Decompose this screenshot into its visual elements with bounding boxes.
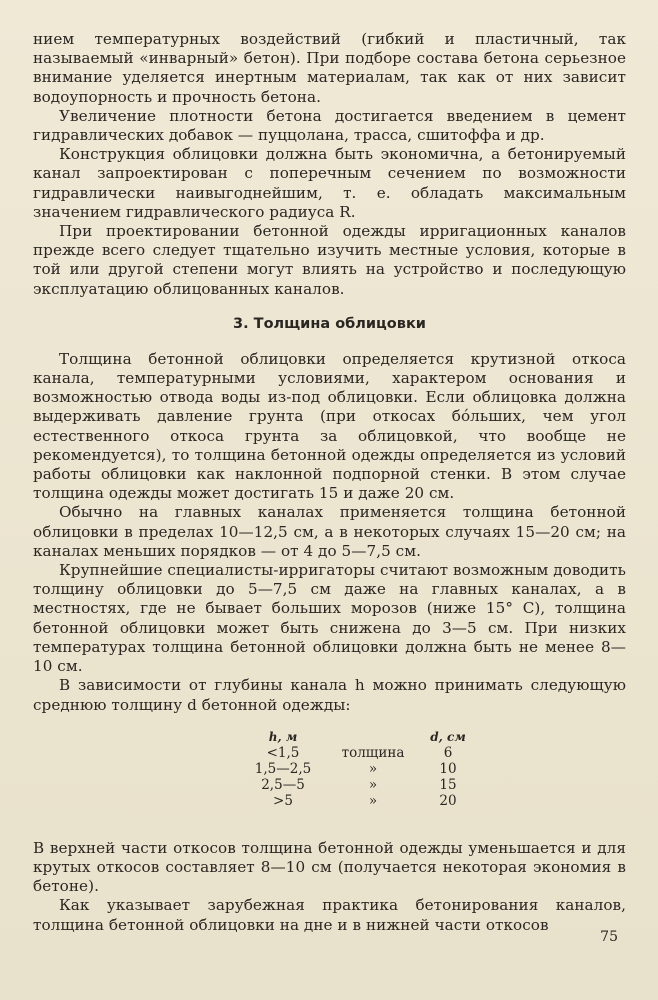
table-row: [238, 761, 478, 777]
paragraph-7: Крупнейшие специалисты-ирригаторы считают возможным доводить толщину облицовки до 5—7,5 см даже на главных каналах, а в местностях, где не бывает больших морозов (ниже 15° С), толщина бетонной облицовки может быть снижена до 3—5 см. При низких температурах толщина бетонной облицовки должна быть не менее 8—10 см.: [33, 561, 626, 676]
thickness-table: [238, 729, 478, 809]
table-cell: <1,5: [266, 744, 300, 761]
table-cell: »: [368, 760, 378, 777]
table-cell: толщина: [341, 744, 405, 761]
paragraph-2: Увеличение плотности бетона достигается введением в цемент гидравлических добавок — пуццолана, трасса, сшитоффа и др.: [33, 106, 626, 145]
table-header-blank: [328, 729, 418, 745]
paragraph-9: В верхней части откосов толщина бетонной одежды уменьшается и для крутых откосов составляет 8—10 см (получается некоторая экономия в бетоне).: [33, 838, 626, 896]
table-cell: »: [368, 792, 378, 809]
paragraph-5: Толщина бетонной облицовки определяется крутизной откоса канала, температурными условиями, характером основания и возможностью отвода воды из-под облицовки. Если облицовка должна выдерживать давление грунта (при откосах бо́льших, чем угол естественного откоса грунта за облицовкой, что вообще не рекомендуется), то толщина бетонной одежды определяется из условий работы облицовки как наклонной подпорной стенки. В этом случае толщина одежды может достигать 15 и даже 20 см.: [33, 349, 626, 503]
section-heading: 3. Толщина облицовки: [233, 315, 426, 332]
page-number: 75: [600, 929, 618, 945]
table-cell: »: [368, 776, 378, 793]
table-header-d: d, см: [430, 729, 466, 744]
table-row: [238, 745, 478, 761]
paragraph-1: нием температурных воздействий (гибкий и пластичный, так называемый «инварный» бетон). При подборе состава бетона серьезное внимание уделяется инертным материалам, так как от них зависит водоупорность и прочность бетона.: [33, 30, 626, 106]
table-cell: >5: [273, 792, 293, 809]
table-header-row: [238, 729, 478, 745]
paragraph-10: Как указывает зарубежная практика бетонирования каналов, толщина бетонной облицовки на дне и в нижней части откосов: [33, 896, 626, 934]
table-cell: 6: [443, 744, 453, 761]
table-cell: 10: [439, 760, 457, 777]
table-cell: 2,5—5: [261, 776, 305, 793]
table-row: [238, 777, 478, 793]
table-header-h: h, м: [268, 729, 298, 744]
paragraph-8: В зависимости от глубины канала h можно принимать следующую среднюю толщину d бетонной одежды:: [33, 676, 626, 714]
paragraph-4: При проектировании бетонной одежды ирригационных каналов прежде всего следует тщательно изучить местные условия, которые в той или другой степени могут влиять на устройство и последующую эксплуатацию облицованных каналов.: [33, 222, 626, 298]
paragraph-3: Конструкция облицовки должна быть экономична, а бетонируемый канал запроектирован с поперечным сечением по возможности гидравлически наивыгоднейшим, т. е. обладать максимальным значением гидравлического радиуса R.: [33, 145, 626, 221]
paragraph-6: Обычно на главных каналах применяется толщина бетонной облицовки в пределах 10—12,5 см, а в некоторых случаях 15—20 см; на каналах меньших порядков — от 4 до 5—7,5 см.: [33, 503, 626, 560]
table-row: [238, 793, 478, 809]
table-cell: 1,5—2,5: [254, 760, 312, 777]
table-cell: 20: [439, 792, 457, 809]
table-cell: 15: [439, 776, 457, 793]
